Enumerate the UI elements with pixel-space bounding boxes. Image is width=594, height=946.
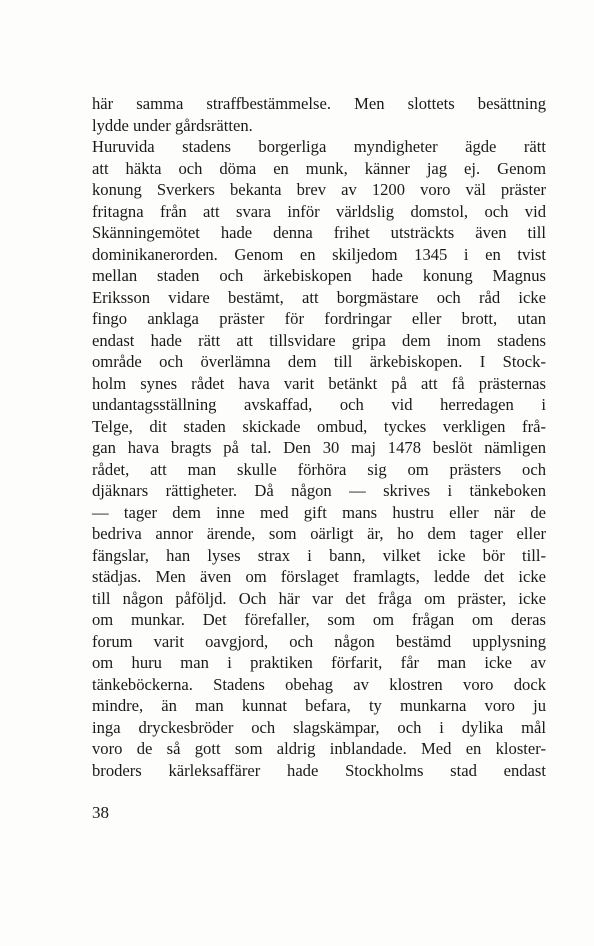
text-line: lydde under gårdsrätten.: [92, 115, 253, 135]
text-line: voro de så gott som aldrig inblandade. Med en kloster-: [92, 739, 546, 758]
text-line: rådet, att man skulle förhöra sig om prästers och: [92, 459, 546, 479]
text-line: undantagsställning avskaffad, och vid herredagen i: [92, 395, 546, 414]
text-line: — tager dem inne med gift mans hustru eller när de: [92, 502, 546, 522]
text-line: städjas. Men även om förslaget framlagts, ledde det icke: [92, 567, 546, 586]
text-line: Telge, dit staden skickade ombud, tyckes verkligen frå-: [92, 416, 546, 436]
text-line: djäknars rättigheter. Då någon — skrives i tänkeboken: [92, 481, 546, 500]
text-line: här samma straffbestämmelse. Men slottets besättning: [92, 94, 546, 113]
text-line: gan hava bragts på tal. Den 30 maj 1478 beslöt nämligen: [92, 438, 546, 457]
text-line: dominikanerorden. Genom en skiljedom 1345 i en tvist: [92, 244, 546, 264]
text-line: Skänningemötet hade denna frihet utsträckts även till: [92, 223, 546, 242]
text-line: broders kärleksaffärer hade Stockholms stad endast: [92, 760, 546, 780]
text-line: endast hade rätt att tillsvidare gripa dem inom stadens: [92, 330, 546, 350]
text-line: att häkta och döma en munk, känner jag ej. Genom: [92, 158, 546, 178]
text-line: bedriva annor ärende, som oärligt är, ho dem tager eller: [92, 524, 546, 543]
text-line: inga dryckesbröder och slagskämpar, och i dylika mål: [92, 717, 546, 737]
text-line: forum varit oavgjord, och någon bestämd upplysning: [92, 631, 546, 651]
text-line: område och överlämna dem till ärkebiskopen. I Stock-: [92, 352, 546, 371]
text-line: mellan staden och ärkebiskopen hade konung Magnus: [92, 266, 546, 285]
text-line: holm synes rådet hava varit betänkt på att få prästernas: [92, 373, 546, 393]
text-line: till någon påföljd. Och här var det fråga om präster, icke: [92, 588, 546, 608]
text-line: om huru man i praktiken förfarit, får man icke av: [92, 653, 546, 672]
text-line: fingo anklaga präster för fordringar eller brott, utan: [92, 309, 546, 328]
page-number: 38: [92, 803, 109, 822]
text-line: mindre, än man kunnat befara, ty munkarna voro ju: [92, 696, 546, 715]
text-line: fängslar, han lyses strax i bann, vilket icke bör till-: [92, 545, 546, 565]
text-line: Eriksson vidare bestämt, att borgmästare och råd icke: [92, 287, 546, 307]
body-text: [92, 93, 546, 781]
text-line: om munkar. Det förefaller, som om frågan om deras: [92, 610, 546, 629]
text-line: Huruvida stadens borgerliga myndigheter ägde rätt: [92, 137, 546, 156]
text-line: tänkeböckerna. Stadens obehag av klostren voro dock: [92, 674, 546, 694]
text-line: fritagna från att svara inför världslig domstol, och vid: [92, 201, 546, 221]
text-line: konung Sverkers bekanta brev av 1200 voro väl präster: [92, 180, 546, 199]
